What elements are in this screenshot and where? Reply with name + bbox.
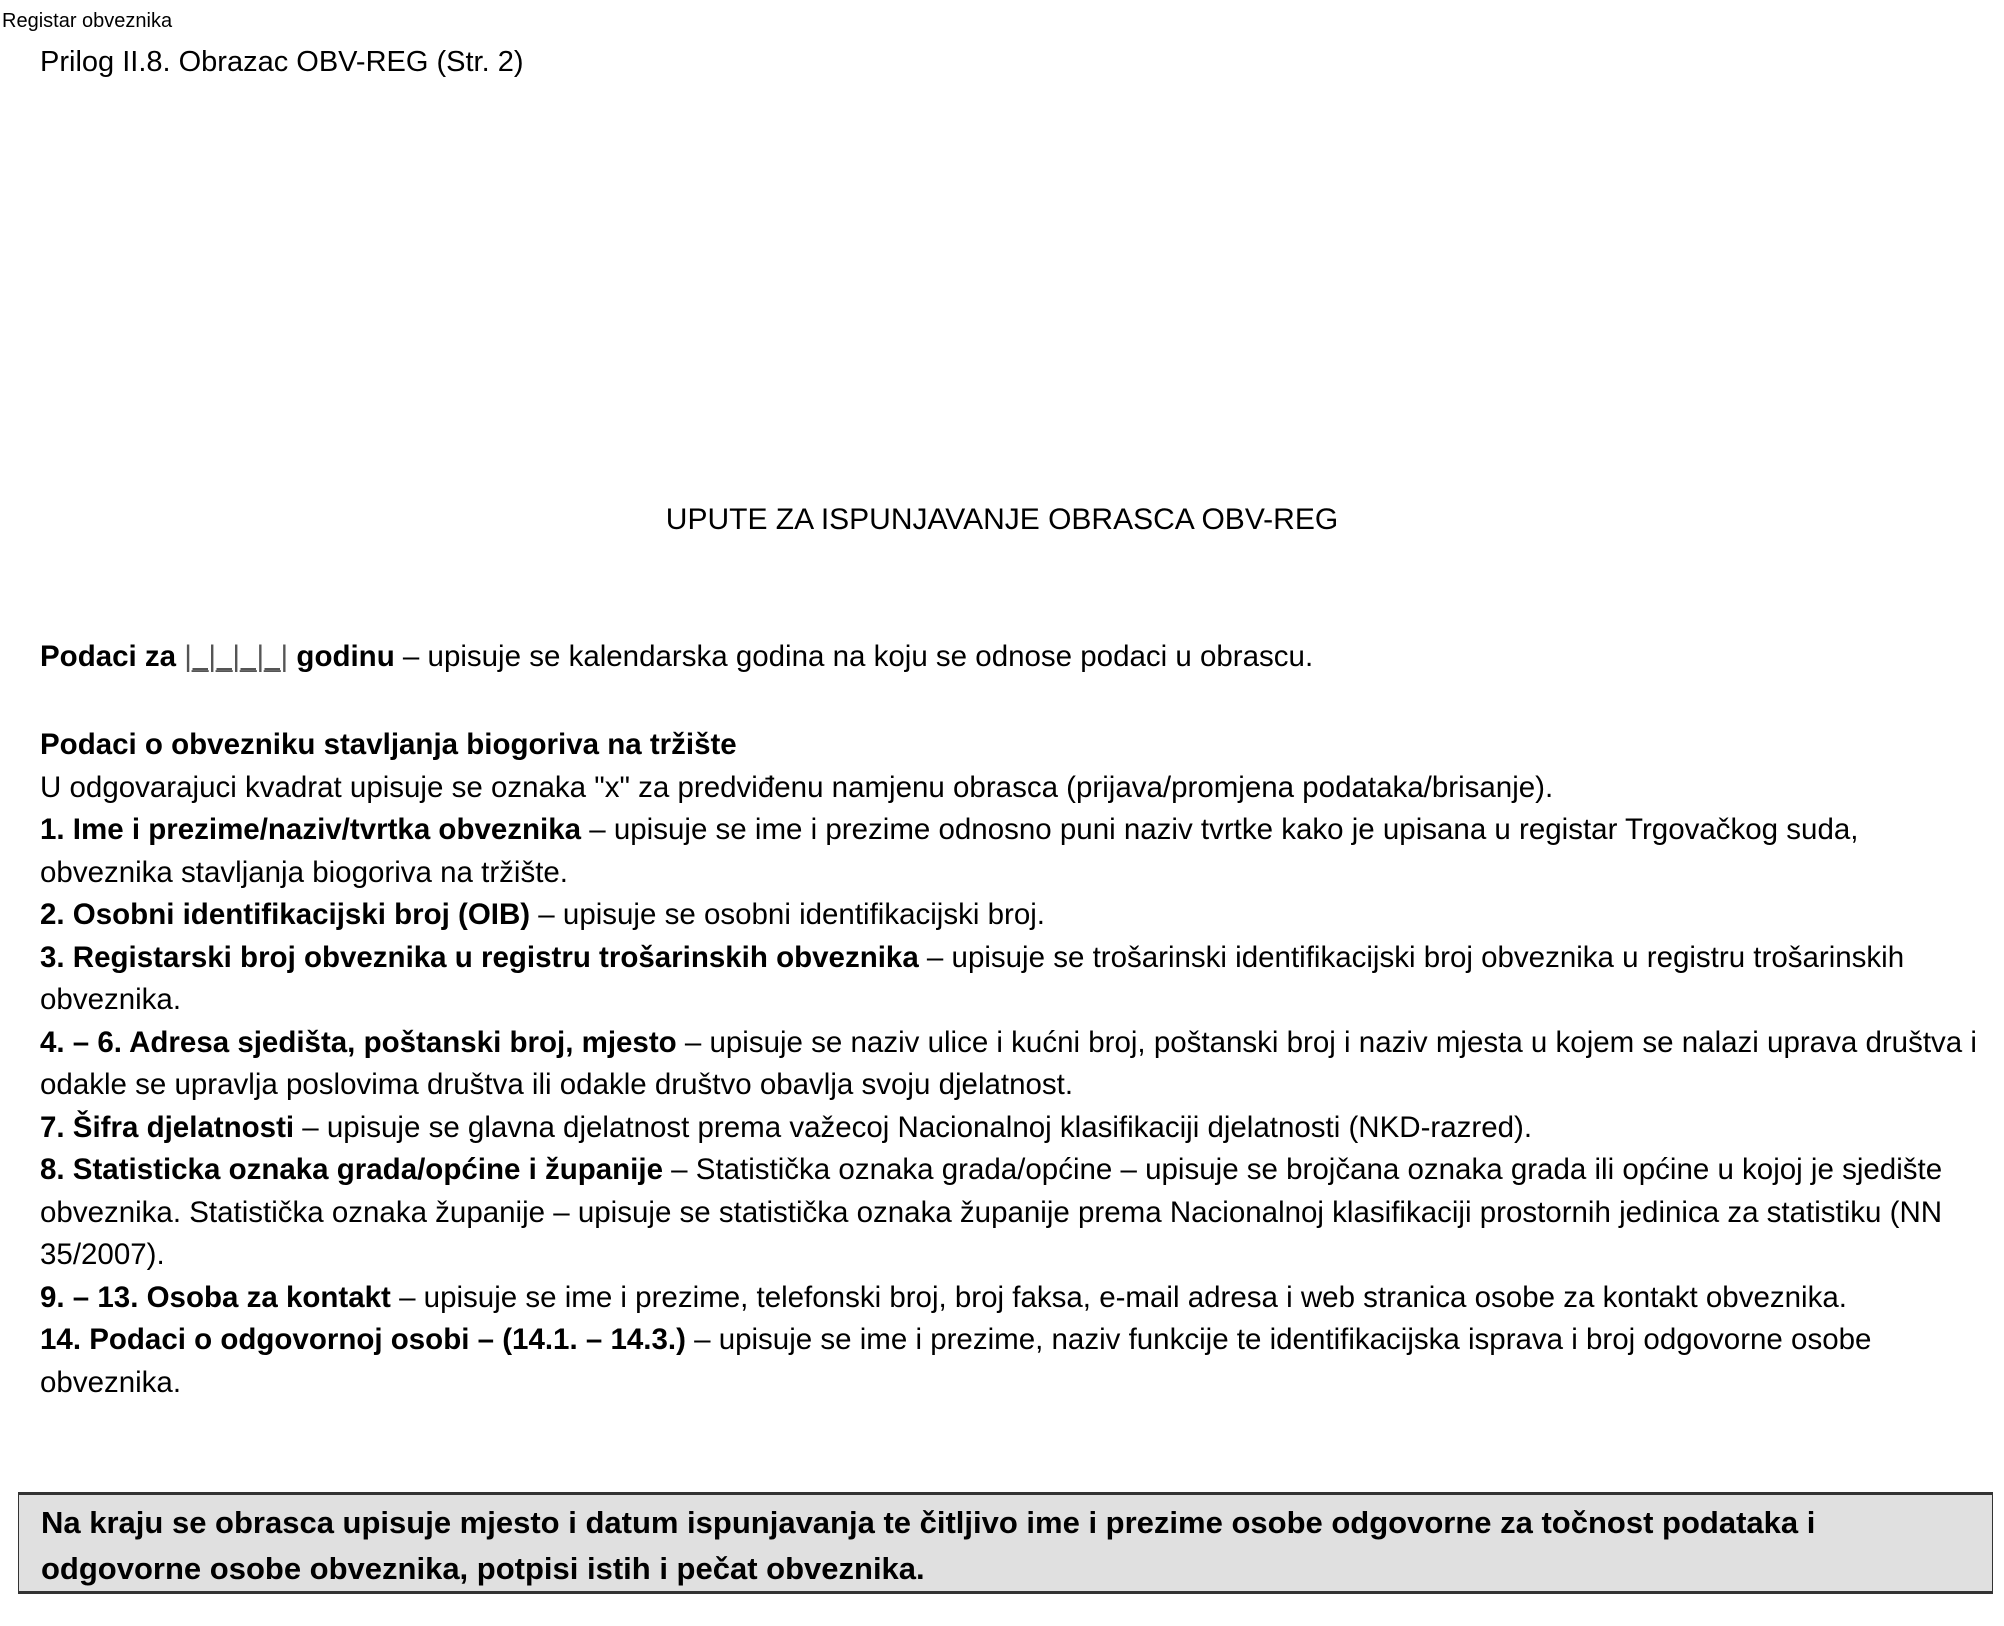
obveznik-section	[40, 724, 1990, 1404]
instruction-item	[40, 1149, 1990, 1277]
item-label: 1. Ime i prezime/naziv/tvrtka obveznika	[40, 813, 582, 846]
instruction-item	[40, 1277, 1990, 1320]
year-label-a: Podaci za	[40, 640, 185, 673]
instruction-item	[40, 937, 1990, 1022]
item-label: 9. – 13. Osoba za kontakt	[40, 1280, 391, 1314]
final-note-box	[18, 1492, 1993, 1594]
page-title: UPUTE ZA ISPUNJAVANJE OBRASCA OBV-REG	[665, 503, 1339, 536]
item-text: – upisuje se ime i prezime, naziv funkcije te identifikacijska isprava i broj odgovorne osobe obveznika.	[40, 1323, 1872, 1399]
item-label: 14. Podaci o odgovornoj osobi – (14.1. – 14.3.)	[40, 1323, 686, 1356]
item-text: – upisuje se trošarinski identifikacijski broj obveznika u registru trošarinskih obveznika.	[40, 940, 1905, 1016]
item-label: 4. – 6. Adresa sjedišta, poštanski broj, mjesto	[40, 1025, 677, 1059]
item-text: – upisuje se glavna djelatnost prema važecoj Nacionalnoj klasifikaciji djelatnosti (NKD-razred).	[294, 1110, 1533, 1144]
document-label: Registar obveznika	[2, 10, 173, 32]
item-text: – upisuje se ime i prezime, telefonski broj, broj faksa, e-mail adresa i web stranica osobe za kontakt obveznika.	[390, 1280, 1847, 1314]
item-text: – Statistička oznaka grada/općine – upisuje se brojčana oznaka grada ili općine u kojoj je sjedište obveznika. Statistička oznaka županije – upisuje se statistička oznaka županije prema Nacionalnoj klasifikaciji prostornih jedinica za statistiku (NN 35/2007).	[40, 1153, 1943, 1271]
item-text: – upisuje se ime i prezime odnosno puni naziv tvrtke kako je upisana u registar Trgovačkog suda, obveznika stavljanja biogoriva na tržište.	[40, 813, 1859, 889]
year-text: – upisuje se kalendarska godina na koju se odnose podaci u obrascu.	[394, 640, 1314, 673]
instruction-item	[40, 1107, 1990, 1150]
form-subtitle: Prilog II.8. Obrazac OBV-REG (Str. 2)	[40, 46, 524, 78]
year-instruction	[40, 636, 1990, 679]
year-label-b: godinu	[288, 640, 395, 673]
item-label: 3. Registarski broj obveznika u registru trošarinskih obveznika	[40, 940, 919, 974]
section-heading: Podaci o obvezniku stavljanja biogoriva na tržište	[40, 728, 737, 761]
instruction-item	[40, 1319, 1990, 1404]
section-intro: U odgovarajuci kvadrat upisuje se oznaka "x" za predviđenu namjenu obrasca (prijava/promjena podataka/brisanje).	[40, 770, 1554, 804]
instruction-item	[40, 809, 1990, 894]
item-text: – upisuje se osobni identifikacijski broj.	[530, 898, 1045, 931]
item-label: 7. Šifra djelatnosti	[40, 1110, 295, 1144]
item-text: – upisuje se naziv ulice i kućni broj, poštanski broj i naziv mjesta u kojem se nalazi uprava društva i odakle se upravlja poslovima društva ili odakle društvo obavlja svoju djelatnost.	[40, 1025, 1977, 1101]
instruction-item	[40, 894, 1990, 937]
instruction-item	[40, 1022, 1990, 1107]
item-label: 8. Statisticka oznaka grada/općine i županije	[40, 1153, 663, 1186]
year-box: |_|_|_|_|	[184, 640, 289, 673]
final-note: Na kraju se obrasca upisuje mjesto i datum ispunjavanja te čitljivo ime i prezime osobe odgovorne za točnost podataka i odgovorne osobe obveznika, potpisi istih i pečat obveznika.	[41, 1505, 1816, 1586]
item-label: 2. Osobni identifikacijski broj (OIB)	[40, 898, 531, 931]
